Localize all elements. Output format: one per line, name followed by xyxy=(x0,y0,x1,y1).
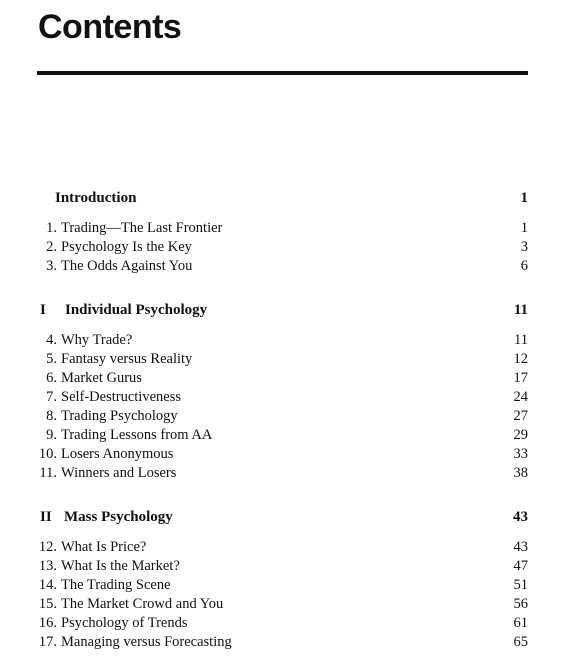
chapter-page-number: 27 xyxy=(513,408,528,424)
chapter-list xyxy=(0,219,571,276)
chapter-number: 5. xyxy=(46,351,57,367)
chapter-number: 17. xyxy=(38,634,57,650)
chapter-title: Fantasy versus Reality xyxy=(61,351,193,367)
chapter-page-number: 38 xyxy=(513,465,528,481)
chapter-page-number: 12 xyxy=(513,351,528,367)
chapter-entry[interactable] xyxy=(0,595,571,614)
chapter-entry[interactable] xyxy=(0,369,571,388)
chapter-entry[interactable] xyxy=(0,633,571,652)
chapter-title: What Is Price? xyxy=(61,539,147,555)
section-heading[interactable] xyxy=(0,509,571,531)
chapter-number: 3. xyxy=(46,258,57,274)
chapter-title: Winners and Losers xyxy=(61,465,177,481)
chapter-number: 15. xyxy=(38,596,57,612)
chapter-number: 8. xyxy=(46,408,57,424)
chapter-page-number: 56 xyxy=(513,596,528,612)
chapter-number: 16. xyxy=(38,615,57,631)
chapter-entry[interactable] xyxy=(0,557,571,576)
chapter-page-number: 65 xyxy=(513,634,528,650)
chapter-number: 2. xyxy=(46,239,57,255)
chapter-number: 13. xyxy=(38,558,57,574)
chapter-entry[interactable] xyxy=(0,238,571,257)
chapter-entry[interactable] xyxy=(0,614,571,633)
chapter-entry[interactable] xyxy=(0,257,571,276)
chapter-page-number: 17 xyxy=(513,370,528,386)
section-page-number: 43 xyxy=(513,509,528,525)
chapter-page-number: 51 xyxy=(513,577,528,593)
chapter-number: 9. xyxy=(46,427,57,443)
chapter-title: What Is the Market? xyxy=(61,558,180,574)
chapter-number: 1. xyxy=(46,220,57,236)
chapter-page-number: 6 xyxy=(520,258,528,274)
section-page-number: 11 xyxy=(513,302,528,318)
chapter-title: Losers Anonymous xyxy=(61,446,174,462)
chapter-title: Psychology Is the Key xyxy=(61,239,192,255)
chapter-title: Trading—The Last Frontier xyxy=(61,220,223,236)
chapter-number: 6. xyxy=(46,370,57,386)
section-numeral: I xyxy=(40,302,46,318)
chapter-title: The Trading Scene xyxy=(61,577,171,593)
section-heading[interactable] xyxy=(0,302,571,324)
section-title: Individual Psychology xyxy=(65,302,208,318)
chapter-title: Why Trade? xyxy=(61,332,133,348)
chapter-number: 7. xyxy=(46,389,57,405)
chapter-list xyxy=(0,331,571,483)
page-title: Contents xyxy=(38,8,182,46)
chapter-entry[interactable] xyxy=(0,219,571,238)
chapter-entry[interactable] xyxy=(0,445,571,464)
chapter-number: 12. xyxy=(38,539,57,555)
chapter-title: Self-Destructiveness xyxy=(61,389,181,405)
chapter-entry[interactable] xyxy=(0,576,571,595)
chapter-title: Managing versus Forecasting xyxy=(61,634,232,650)
chapter-page-number: 24 xyxy=(513,389,528,405)
chapter-number: 14. xyxy=(38,577,57,593)
chapter-entry[interactable] xyxy=(0,426,571,445)
chapter-page-number: 29 xyxy=(513,427,528,443)
chapter-page-number: 47 xyxy=(513,558,528,574)
chapter-title: Trading Lessons from AA xyxy=(61,427,213,443)
chapter-title: Market Gurus xyxy=(61,370,142,386)
chapter-page-number: 3 xyxy=(520,239,528,255)
section-title: Introduction xyxy=(55,190,137,206)
section-page-number: 1 xyxy=(520,190,528,206)
chapter-entry[interactable] xyxy=(0,464,571,483)
chapter-entry[interactable] xyxy=(0,538,571,557)
chapter-page-number: 11 xyxy=(514,332,528,348)
chapter-list xyxy=(0,538,571,652)
chapter-number: 11. xyxy=(39,465,57,481)
chapter-page-number: 1 xyxy=(520,220,528,236)
chapter-title: Trading Psychology xyxy=(61,408,178,424)
section-numeral: II xyxy=(40,509,52,525)
chapter-page-number: 33 xyxy=(513,446,528,462)
chapter-entry[interactable] xyxy=(0,331,571,350)
chapter-page-number: 43 xyxy=(513,539,528,555)
chapter-title: The Odds Against You xyxy=(61,258,193,274)
section-title: Mass Psychology xyxy=(64,509,173,525)
chapter-entry[interactable] xyxy=(0,388,571,407)
chapter-title: Psychology of Trends xyxy=(61,615,188,631)
title-divider xyxy=(37,71,528,75)
chapter-page-number: 61 xyxy=(513,615,528,631)
chapter-entry[interactable] xyxy=(0,350,571,369)
chapter-title: The Market Crowd and You xyxy=(61,596,224,612)
chapter-entry[interactable] xyxy=(0,407,571,426)
chapter-number: 10. xyxy=(38,446,57,462)
section-heading[interactable] xyxy=(0,190,571,212)
chapter-number: 4. xyxy=(46,332,57,348)
